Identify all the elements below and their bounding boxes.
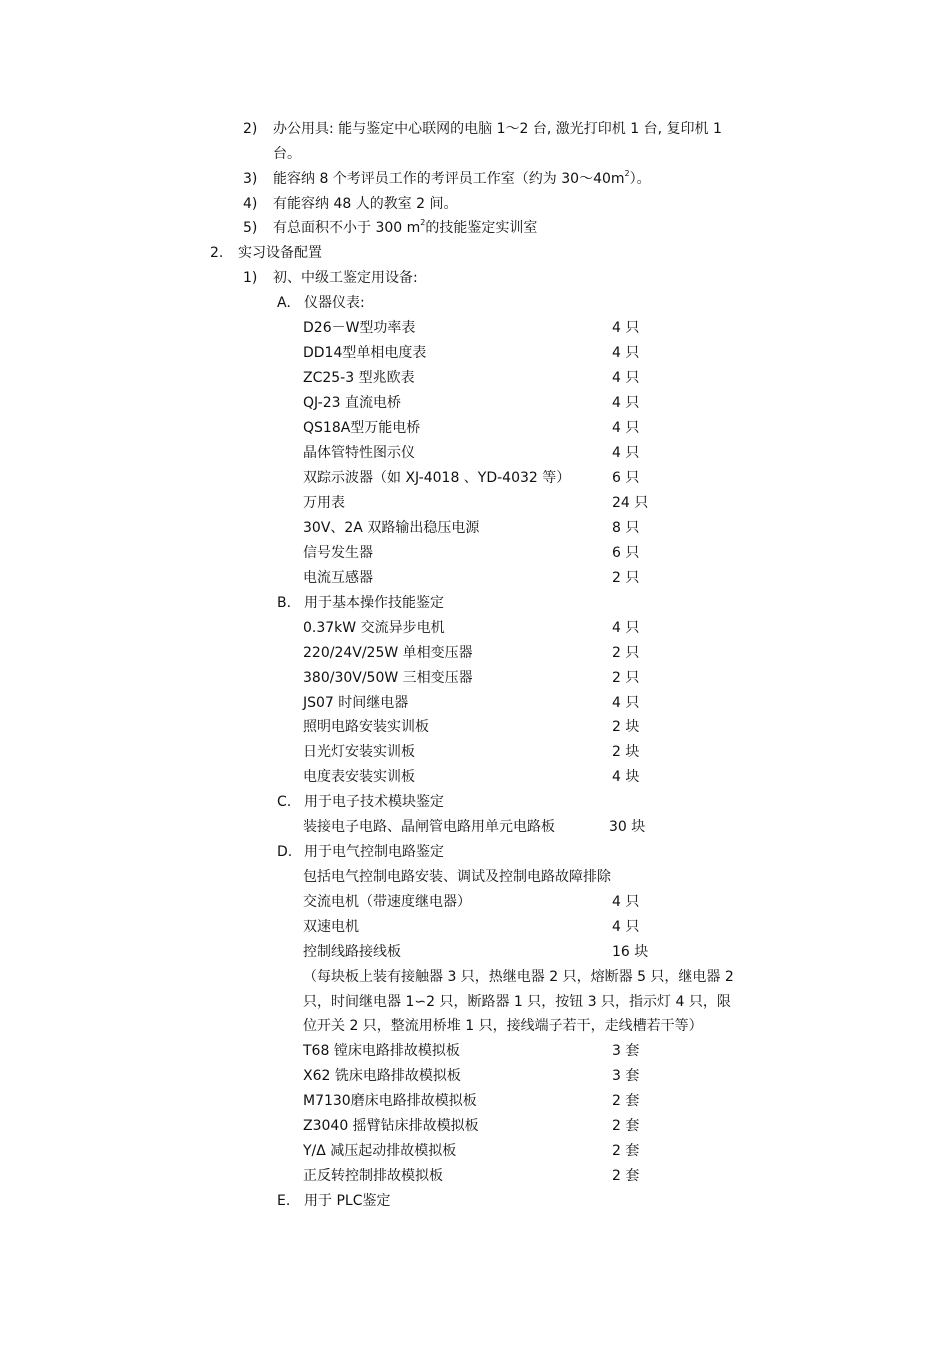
equipment-quantity: 2 块 xyxy=(612,744,640,760)
equipment-name: 控制线路接线板 xyxy=(303,944,401,960)
group-title: 用于电子技术模块鉴定 xyxy=(304,794,444,810)
list-number: 3) xyxy=(243,171,258,187)
equipment-name: QS18A型万能电桥 xyxy=(303,420,421,436)
equipment-name: 双踪示波器（如 XJ-4018 、YD-4032 等） xyxy=(303,470,571,486)
equipment-quantity: 30 块 xyxy=(609,819,646,835)
equipment-name: M7130磨床电路排故模拟板 xyxy=(303,1093,477,1109)
equipment-name: Y/Δ 减压起动排故模拟板 xyxy=(303,1143,457,1159)
note-line: 只，时间继电器 1∽2 只，断路器 1 只，按钮 3 只，指示灯 4 只，限 xyxy=(303,994,731,1010)
equipment-quantity: 2 套 xyxy=(612,1143,640,1159)
equipment-name: 220/24V/25W 单相变压器 xyxy=(303,645,473,661)
equipment-quantity: 2 只 xyxy=(612,670,640,686)
list-item-text: 有总面积不小于 300 $m^2$的技能鉴定实训室 xyxy=(273,218,538,236)
equipment-quantity: 4 只 xyxy=(612,395,640,411)
section-title: 实习设备配置 xyxy=(238,245,322,261)
equipment-quantity: 4 只 xyxy=(612,445,640,461)
equipment-name: 装接电子电路、晶闸管电路用单元电路板 xyxy=(303,819,555,835)
list-item-continuation: 台。 xyxy=(273,146,301,162)
group-title: 仪器仪表: xyxy=(304,295,365,311)
equipment-quantity: 3 套 xyxy=(612,1043,640,1059)
equipment-quantity: 16 块 xyxy=(612,944,649,960)
equipment-quantity: 6 只 xyxy=(612,470,640,486)
group-title: 用于 PLC鉴定 xyxy=(304,1193,391,1209)
subsection-number: 1) xyxy=(243,270,258,286)
equipment-name: 正反转控制排故模拟板 xyxy=(303,1168,443,1184)
equipment-quantity: 4 只 xyxy=(612,919,640,935)
list-item-text: 办公用具: 能与鉴定中心联网的电脑 1～2 台, 激光打印机 1 台, 复印机 1 xyxy=(273,121,722,137)
note-line: 位开关 2 只，整流用桥堆 1 只，接线端子若干，走线槽若干等） xyxy=(303,1018,703,1034)
list-item-text: 有能容纳 48 人的教室 2 间。 xyxy=(273,196,458,212)
equipment-quantity: 2 只 xyxy=(612,645,640,661)
equipment-quantity: 2 套 xyxy=(612,1093,640,1109)
equipment-quantity: 4 只 xyxy=(612,420,640,436)
equipment-quantity: 2 套 xyxy=(612,1118,640,1134)
equipment-quantity: 24 只 xyxy=(612,495,649,511)
equipment-name: D26－W型功率表 xyxy=(303,320,416,336)
equipment-name: 双速电机 xyxy=(303,919,359,935)
equipment-name: ZC25-3 型兆欧表 xyxy=(303,370,415,386)
equipment-name: 30V、2A 双路输出稳压电源 xyxy=(303,520,480,536)
equipment-name: 380/30V/50W 三相变压器 xyxy=(303,670,473,686)
list-number: 5) xyxy=(243,220,258,236)
equipment-name: Z3040 摇臂钻床排故模拟板 xyxy=(303,1118,479,1134)
equipment-name: 万用表 xyxy=(303,495,345,511)
group-label: C. xyxy=(277,794,292,810)
list-number: 2) xyxy=(243,121,258,137)
equipment-name: 日光灯安装实训板 xyxy=(303,744,415,760)
equipment-quantity: 4 只 xyxy=(612,620,640,636)
list-item-text: 能容纳 8 个考评员工作的考评员工作室（约为 $30\sim 40m^2$）。 xyxy=(273,169,651,187)
equipment-quantity: 4 只 xyxy=(612,345,640,361)
group-label: E. xyxy=(277,1193,291,1209)
equipment-name: 晶体管特性图示仪 xyxy=(303,445,415,461)
group-label: A. xyxy=(277,295,291,311)
group-label: B. xyxy=(277,595,292,611)
section-number: 2. xyxy=(210,245,224,261)
equipment-quantity: 4 块 xyxy=(612,769,640,785)
note-line: （每块板上装有接触器 3 只，热继电器 2 只，熔断器 5 只，继电器 2 xyxy=(303,969,734,985)
list-number: 4) xyxy=(243,196,258,212)
equipment-quantity: 8 只 xyxy=(612,520,640,536)
equipment-name: 电度表安装实训板 xyxy=(303,769,415,785)
group-label: D. xyxy=(277,844,293,860)
equipment-name: 电流互感器 xyxy=(303,570,373,586)
equipment-quantity: 2 套 xyxy=(612,1168,640,1184)
equipment-quantity: 4 只 xyxy=(612,894,640,910)
subsection-title: 初、中级工鉴定用设备: xyxy=(273,270,418,286)
equipment-name: DD14型单相电度表 xyxy=(303,345,427,361)
equipment-name: 交流电机（带速度继电器） xyxy=(303,894,471,910)
group-intro: 包括电气控制电路安装、调试及控制电路故障排除 xyxy=(303,869,611,885)
equipment-quantity: 2 块 xyxy=(612,719,640,735)
equipment-quantity: 2 只 xyxy=(612,570,640,586)
equipment-name: 信号发生器 xyxy=(303,545,373,561)
group-title: 用于电气控制电路鉴定 xyxy=(304,844,444,860)
equipment-quantity: 6 只 xyxy=(612,545,640,561)
equipment-quantity: 3 套 xyxy=(612,1068,640,1084)
equipment-quantity: 4 只 xyxy=(612,695,640,711)
group-title: 用于基本操作技能鉴定 xyxy=(304,595,444,611)
equipment-quantity: 4 只 xyxy=(612,320,640,336)
equipment-name: 照明电路安装实训板 xyxy=(303,719,429,735)
equipment-name: QJ-23 直流电桥 xyxy=(303,395,401,411)
equipment-name: T68 镗床电路排故模拟板 xyxy=(303,1043,460,1059)
equipment-name: JS07 时间继电器 xyxy=(303,695,409,711)
equipment-name: X62 铣床电路排故模拟板 xyxy=(303,1068,461,1084)
equipment-quantity: 4 只 xyxy=(612,370,640,386)
equipment-name: 0.37kW 交流异步电机 xyxy=(303,620,445,636)
